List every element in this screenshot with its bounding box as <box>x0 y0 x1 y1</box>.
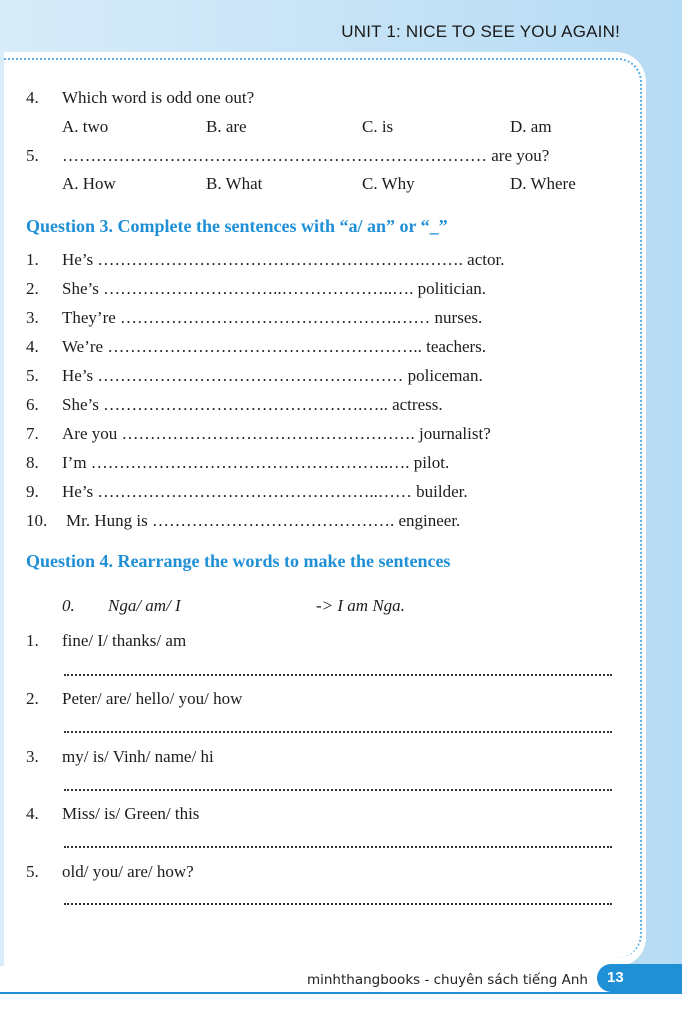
q2-option: C. Why <box>362 174 415 193</box>
q2-item-text: ………………………………………………………………… are you? <box>62 146 550 165</box>
question-4-title: Question 4. Rearrange the words to make the sentences <box>26 551 451 571</box>
page-number: 13 <box>597 964 682 992</box>
q2-item-text: Which word is odd one out? <box>62 88 255 107</box>
q2-option: D. Where <box>510 174 576 193</box>
q3-num: 1. <box>26 250 39 269</box>
publisher-text: minhthangbooks - chuyên sách tiếng Anh <box>306 972 588 988</box>
q3-sentence: She’s ……………………………………….….. actress. <box>62 395 443 414</box>
q3-sentence: Mr. Hung is ……………………………………. engineer. <box>66 511 461 530</box>
answer-line[interactable] <box>64 674 612 676</box>
q4-num: 5. <box>26 862 39 881</box>
q3-sentence: He’s …………………………………………..…… builder. <box>62 482 468 501</box>
q4-num: 3. <box>26 747 39 766</box>
q4-words: Peter/ are/ hello/ you/ how <box>62 689 243 708</box>
q2-option: B. are <box>206 117 247 136</box>
q3-num: 4. <box>26 337 39 356</box>
q2-option: A. two <box>62 117 109 136</box>
q4-example-answer: -> I am Nga. <box>316 596 405 615</box>
q3-sentence: He’s ……………………………………………… policeman. <box>62 366 483 385</box>
q2-option: A. How <box>62 174 116 193</box>
q4-example-num: 0. <box>62 596 75 615</box>
footer-rule <box>0 992 682 994</box>
q3-sentence: They’re ………………………………………….…… nurses. <box>62 308 483 327</box>
question-3-title: Question 3. Complete the sentences with “a/ an” or “_” <box>26 216 448 236</box>
q4-words: Miss/ is/ Green/ this <box>62 804 200 823</box>
q4-num: 1. <box>26 631 39 650</box>
q2-option: D. am <box>510 117 552 136</box>
q3-num: 10. <box>26 511 48 530</box>
answer-line[interactable] <box>64 731 612 733</box>
q2-option: C. is <box>362 117 394 136</box>
answer-line[interactable] <box>64 903 612 905</box>
q2-option: B. What <box>206 174 263 193</box>
unit-title: UNIT 1: NICE TO SEE YOU AGAIN! <box>341 22 620 41</box>
q4-words: my/ is/ Vinh/ name/ hi <box>62 747 214 766</box>
q3-num: 5. <box>26 366 39 385</box>
answer-line[interactable] <box>64 846 612 848</box>
q2-item-num: 5. <box>26 146 39 165</box>
q3-num: 6. <box>26 395 39 414</box>
q4-num: 2. <box>26 689 39 708</box>
q4-words: old/ you/ are/ how? <box>62 862 194 881</box>
q2-item-num: 4. <box>26 88 39 107</box>
q3-num: 9. <box>26 482 39 501</box>
q3-num: 7. <box>26 424 39 443</box>
q4-num: 4. <box>26 804 39 823</box>
q3-num: 2. <box>26 279 39 298</box>
q4-example-words: Nga/ am/ I <box>108 596 181 615</box>
q4-words: fine/ I/ thanks/ am <box>62 631 187 650</box>
q3-sentence: She’s …………………………..………………..…. politician. <box>62 279 487 298</box>
q3-sentence: We’re ……………………………………………….. teachers. <box>62 337 487 356</box>
q3-sentence: I’m ……………………………………………..…. pilot. <box>62 453 450 472</box>
q3-num: 8. <box>26 453 39 472</box>
q3-sentence: Are you ……………………………………………. journalist? <box>62 424 491 443</box>
q3-num: 3. <box>26 308 39 327</box>
q3-sentence: He’s ………………………………………………….……. actor. <box>62 250 505 269</box>
answer-line[interactable] <box>64 789 612 791</box>
